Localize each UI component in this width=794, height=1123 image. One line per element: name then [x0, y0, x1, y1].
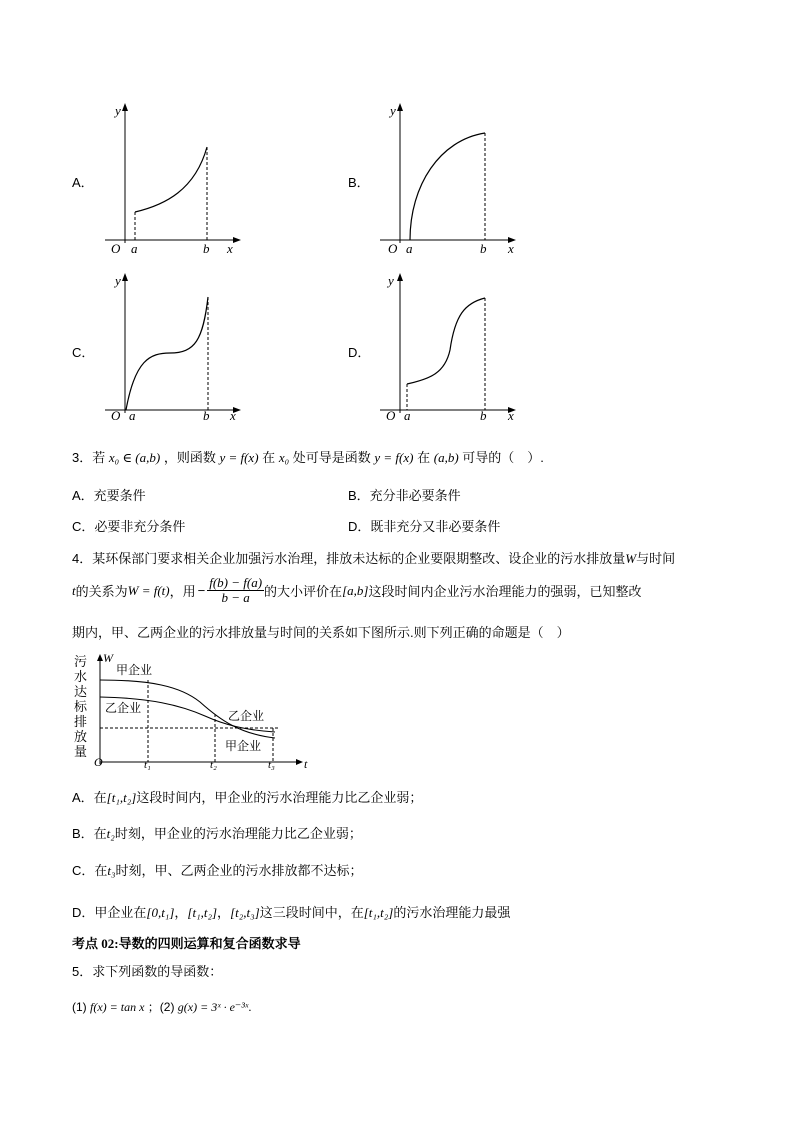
graph-d [370, 265, 530, 425]
svg-text:x: x [227, 241, 233, 255]
y-label-char: 放 [74, 729, 88, 744]
svg-text:y: y [115, 273, 121, 288]
svg-text:b: b [203, 408, 210, 423]
svg-text:a: a [406, 241, 413, 255]
question-4-line-2: t 的关系为 W = f(t) ，用 − $\frac{f(b) - f(a)}{b - a}$ 的大小评价在 [a,b] 这段时间内企业污水治理能力的强弱，已知整改 [72, 575, 642, 605]
y-label-char: 水 [74, 669, 88, 684]
option-b-label: B． [348, 175, 370, 190]
svg-text:O: O [111, 241, 121, 255]
y-label-char: 污 [74, 654, 88, 669]
svg-text:y: y [388, 273, 394, 288]
svg-text:O: O [94, 755, 103, 769]
q4-option-b[interactable]: B．在t₂时刻，甲企业的污水治理能力比乙企业弱； [72, 826, 362, 841]
q4-option-c[interactable]: C．在t₃时刻，甲、乙两企业的污水排放都不达标； [72, 863, 363, 878]
jia-label-bottom: 甲企业 [225, 739, 262, 753]
svg-text:x: x [508, 408, 514, 423]
question-4-line-1: 4．某环保部门要求相关企业加强污水治理，排放未达标的企业要限期整改、设企业的污水排放量W与时间 [72, 551, 676, 566]
graph-c [95, 265, 255, 425]
svg-text:W: W [103, 651, 113, 665]
graph-b [370, 95, 530, 255]
question-4-line-3: 期内，甲、乙两企业的污水排放量与时间的关系如下图所示.则下列正确的命题是（ ） [72, 625, 570, 640]
svg-text:O: O [386, 408, 396, 423]
svg-text:y: y [390, 103, 396, 118]
svg-text:t: t [304, 757, 308, 770]
q4-option-d[interactable]: D．甲企业在[0,t₁]，[t₁,t₂]，[t₂,t₃]这三段时间中，在[t₁,t₂]的污水治理能力最强 [72, 905, 511, 920]
option-d-label: D． [348, 345, 371, 360]
y-label-char: 达 [74, 684, 88, 699]
y-label-char: 量 [74, 744, 88, 759]
q3-option-a[interactable]: A．充要条件 [72, 488, 146, 503]
option-a-label: A． [72, 175, 94, 190]
question-5: 5．求下列函数的导函数： [72, 964, 223, 979]
q4-option-a[interactable]: A．在[t₁,t₂]这段时间内，甲企业的污水治理能力比乙企业弱； [72, 790, 423, 805]
jia-label-top: 甲企业 [116, 663, 153, 677]
yi-label-left: 乙企业 [105, 701, 142, 715]
svg-text:t₃: t₃ [268, 759, 275, 770]
question-3: 3．若 x₀ ∈ (a,b) ，则函数 y = f(x) 在 x₀ 处可导是函数 y = f(x) 在 (a,b) 可导的（ ）. [72, 450, 544, 465]
svg-text:a: a [404, 408, 411, 423]
svg-text:O: O [111, 408, 121, 423]
y-label-char: 标 [74, 699, 88, 714]
svg-text:b: b [480, 241, 487, 255]
option-c-label: C． [72, 345, 95, 360]
svg-text:b: b [480, 408, 487, 423]
svg-text:b: b [203, 241, 210, 255]
q3-option-b[interactable]: B．充分非必要条件 [348, 488, 461, 503]
svg-text:y: y [115, 103, 121, 118]
svg-text:a: a [131, 241, 138, 255]
yi-label-right: 乙企业 [228, 709, 265, 723]
difference-quotient: $\frac{f(b) - f(a)}{b - a}$ [209, 575, 263, 605]
y-label-char: 排 [74, 714, 88, 729]
svg-text:t₁: t₁ [144, 759, 151, 770]
emission-chart [70, 650, 320, 770]
svg-text:x: x [508, 241, 514, 255]
section-heading: 考点 02:导数的四则运算和复合函数求导 [72, 936, 301, 951]
svg-text:O: O [388, 241, 398, 255]
q3-option-c[interactable]: C．必要非充分条件 [72, 519, 186, 534]
question-5-parts: (1) f(x) = tan x ；(2) g(x) = 3ˣ · e⁻³ˣ. [72, 1000, 252, 1014]
svg-text:a: a [129, 408, 136, 423]
svg-text:x: x [230, 408, 236, 423]
graph-a [95, 95, 255, 255]
svg-text:t₂: t₂ [210, 759, 217, 770]
q3-option-d[interactable]: D．既非充分又非必要条件 [348, 519, 501, 534]
